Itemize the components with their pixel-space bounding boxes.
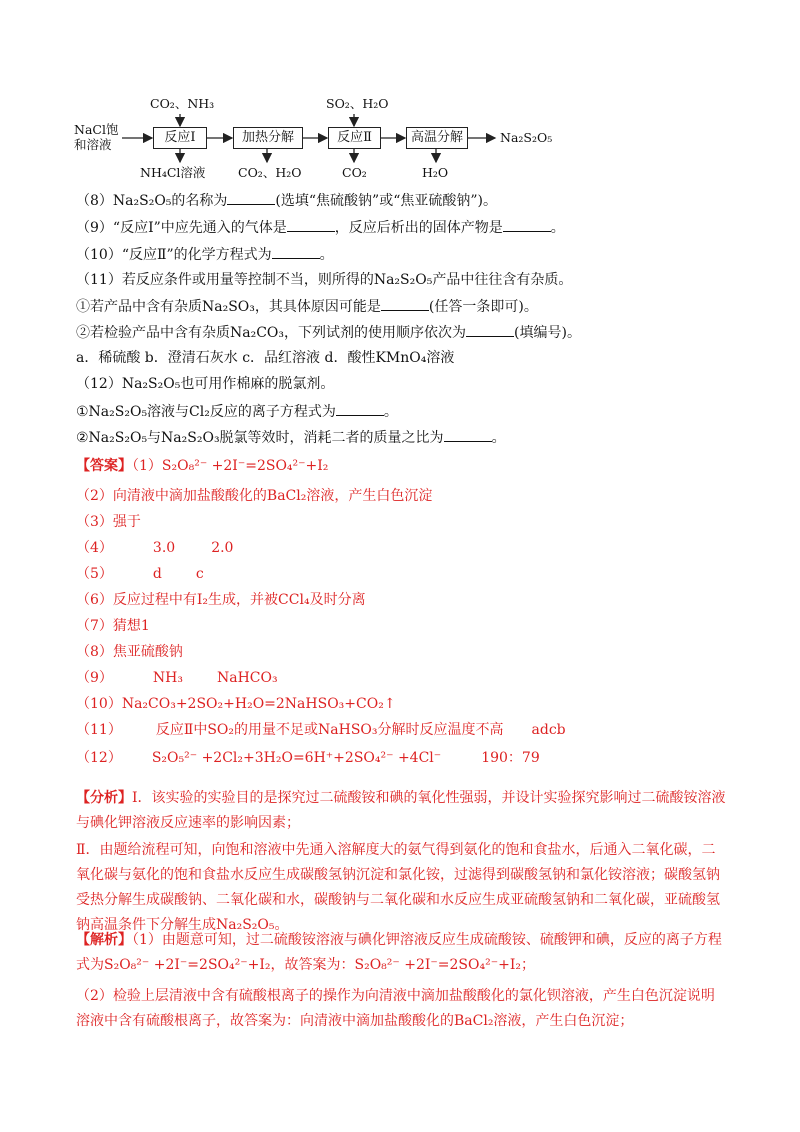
answer-5: （5） d c (76, 566, 204, 582)
flow-top-reagent-1: CO₂、NH₃ (150, 96, 215, 111)
answer-blank (466, 322, 514, 337)
analysis-tag: 【分析】 (76, 790, 132, 806)
question-12-part-1: ①Na₂S₂O₅溶液与Cl₂反应的离子方程式为 。 (76, 401, 398, 422)
question-12-part-2: ②Na₂S₂O₅与Na₂S₂O₃脱氯等效时，消耗二者的质量之比为 。 (76, 427, 506, 448)
question-11-part-2: ②若检验产品中含有杂质Na₂CO₃，下列试剂的使用顺序依次为 (填编号)。 (76, 322, 581, 343)
answer-blank (444, 427, 492, 442)
flow-box-heat-decompose: 加热分解 (233, 127, 303, 149)
flow-input-line1: NaCl饱 (74, 122, 119, 137)
question-11-options: a．稀硫酸 b．澄清石灰水 c．品红溶液 d．酸性KMnO₄溶液 (76, 350, 455, 366)
question-12: （12）Na₂S₂O₅也可用作棉麻的脱氯剂。 (76, 376, 335, 392)
answer-6: （6）反应过程中有I₂生成，并被CCl₄及时分离 (76, 592, 366, 608)
flow-input-line2: 和溶液 (74, 137, 112, 152)
answer-1: 【答案】（1）S₂O₈²⁻ +2I⁻=2SO₄²⁻+I₂ (76, 458, 329, 474)
solution-paragraph-1: 【解析】（1）由题意可知，过二硫酸铵溶液与碘化钾溶液反应生成硫酸铵、硫酸钾和碘，反应的离子方程式为S₂O₈²⁻ +2I⁻=2SO₄²⁻+I₂，故答案为：S₂O₈²⁻ +2I⁻=2SO₄²⁻+I₂； (76, 932, 722, 973)
answer-3: （3）强于 (76, 514, 141, 530)
answer-7: （7）猜想1 (76, 618, 150, 634)
answer-blank (336, 401, 384, 416)
process-flow-diagram (70, 92, 553, 184)
answer-blank (287, 217, 335, 232)
answer-blank (381, 296, 429, 311)
answer-blank (272, 244, 320, 259)
analysis-paragraph-1: 【分析】Ⅰ．该实验的实验目的是探究过二硫酸铵和碘的氧化性强弱，并设计实验探究影响过二硫酸铵溶液与碘化钾溶液反应速率的影响因素； (76, 790, 726, 831)
flow-output: Na₂S₂O₅ (500, 130, 553, 145)
flow-box-reaction-1: 反应Ⅰ (153, 127, 207, 149)
answer-9: （9） NH₃ NaHCO₃ (76, 670, 278, 686)
answer-blank (227, 190, 275, 205)
flow-box-reaction-2: 反应Ⅱ (328, 127, 381, 149)
answer-10: （10）Na₂CO₃+2SO₂+H₂O=2NaHSO₃+CO₂↑ (76, 696, 396, 712)
solution-paragraph-2: （2）检验上层清液中含有硫酸根离子的操作为向清液中滴加盐酸酸化的氯化钡溶液，产生白色沉淀说明溶液中含有硫酸根离子，故答案为：向清液中滴加盐酸酸化的BaCl₂溶液，产生白色沉淀； (76, 988, 715, 1029)
flow-bottom-product-3: CO₂ (342, 165, 367, 180)
flow-box-high-temp-decompose: 高温分解 (406, 127, 468, 149)
solution-tag: 【解析】 (76, 932, 132, 948)
question-11-part-1: ①若产品中含有杂质Na₂SO₃，其具体原因可能是 (任答一条即可)。 (76, 296, 538, 317)
answer-tag: 【答案】 (76, 458, 132, 474)
question-10: （10）“反应Ⅱ”的化学方程式为 。 (76, 244, 334, 265)
answer-2: （2）向清液中滴加盐酸酸化的BaCl₂溶液，产生白色沉淀 (76, 488, 433, 504)
answer-12: （12） S₂O₅²⁻ +2Cl₂+3H₂O=6H⁺+2SO₄²⁻ +4Cl⁻ 190：79 (76, 750, 540, 766)
question-11: （11）若反应条件或用量等控制不当，则所得的Na₂S₂O₅产品中往往含有杂质。 (76, 272, 573, 288)
question-9: （9）“反应Ⅰ”中应先通入的气体是 ，反应后析出的固体产物是 。 (76, 217, 565, 238)
question-8: （8）Na₂S₂O₅的名称为 (选填“焦硫酸钠”或“焦亚硫酸钠”)。 (76, 190, 497, 211)
analysis-paragraph-2: Ⅱ．由题给流程可知，向饱和溶液中先通入溶解度大的氨气得到氨化的饱和食盐水，后通入二氧化碳，二氧化碳与氨化的饱和食盐水反应生成碳酸氢钠沉淀和氯化铵，过滤得到碳酸氢钠和氯化铵溶液；碳酸氢钠受热分解生成碳酸钠、二氧化碳和水，碳酸钠与二氧化碳和水反应生成亚硫酸氢钠和二氧化碳，亚硫酸氢钠高温条件下分解生成Na₂S₂O₅。 (76, 842, 720, 933)
flow-bottom-product-2: CO₂、H₂O (238, 165, 302, 180)
answer-4: （4） 3.0 2.0 (76, 540, 234, 556)
answer-8: （8）焦亚硫酸钠 (76, 644, 183, 660)
answer-11: （11） 反应Ⅱ中SO₂的用量不足或NaHSO₃分解时反应温度不高 adcb (76, 722, 566, 738)
answer-1-equation: S₂O₈²⁻ +2I⁻=2SO₄²⁻+I₂ (161, 458, 329, 474)
flow-bottom-product-1: NH₄Cl溶液 (140, 165, 206, 180)
flow-top-reagent-2: SO₂、H₂O (326, 96, 389, 111)
answer-blank (503, 217, 551, 232)
flow-bottom-product-4: H₂O (422, 165, 449, 180)
